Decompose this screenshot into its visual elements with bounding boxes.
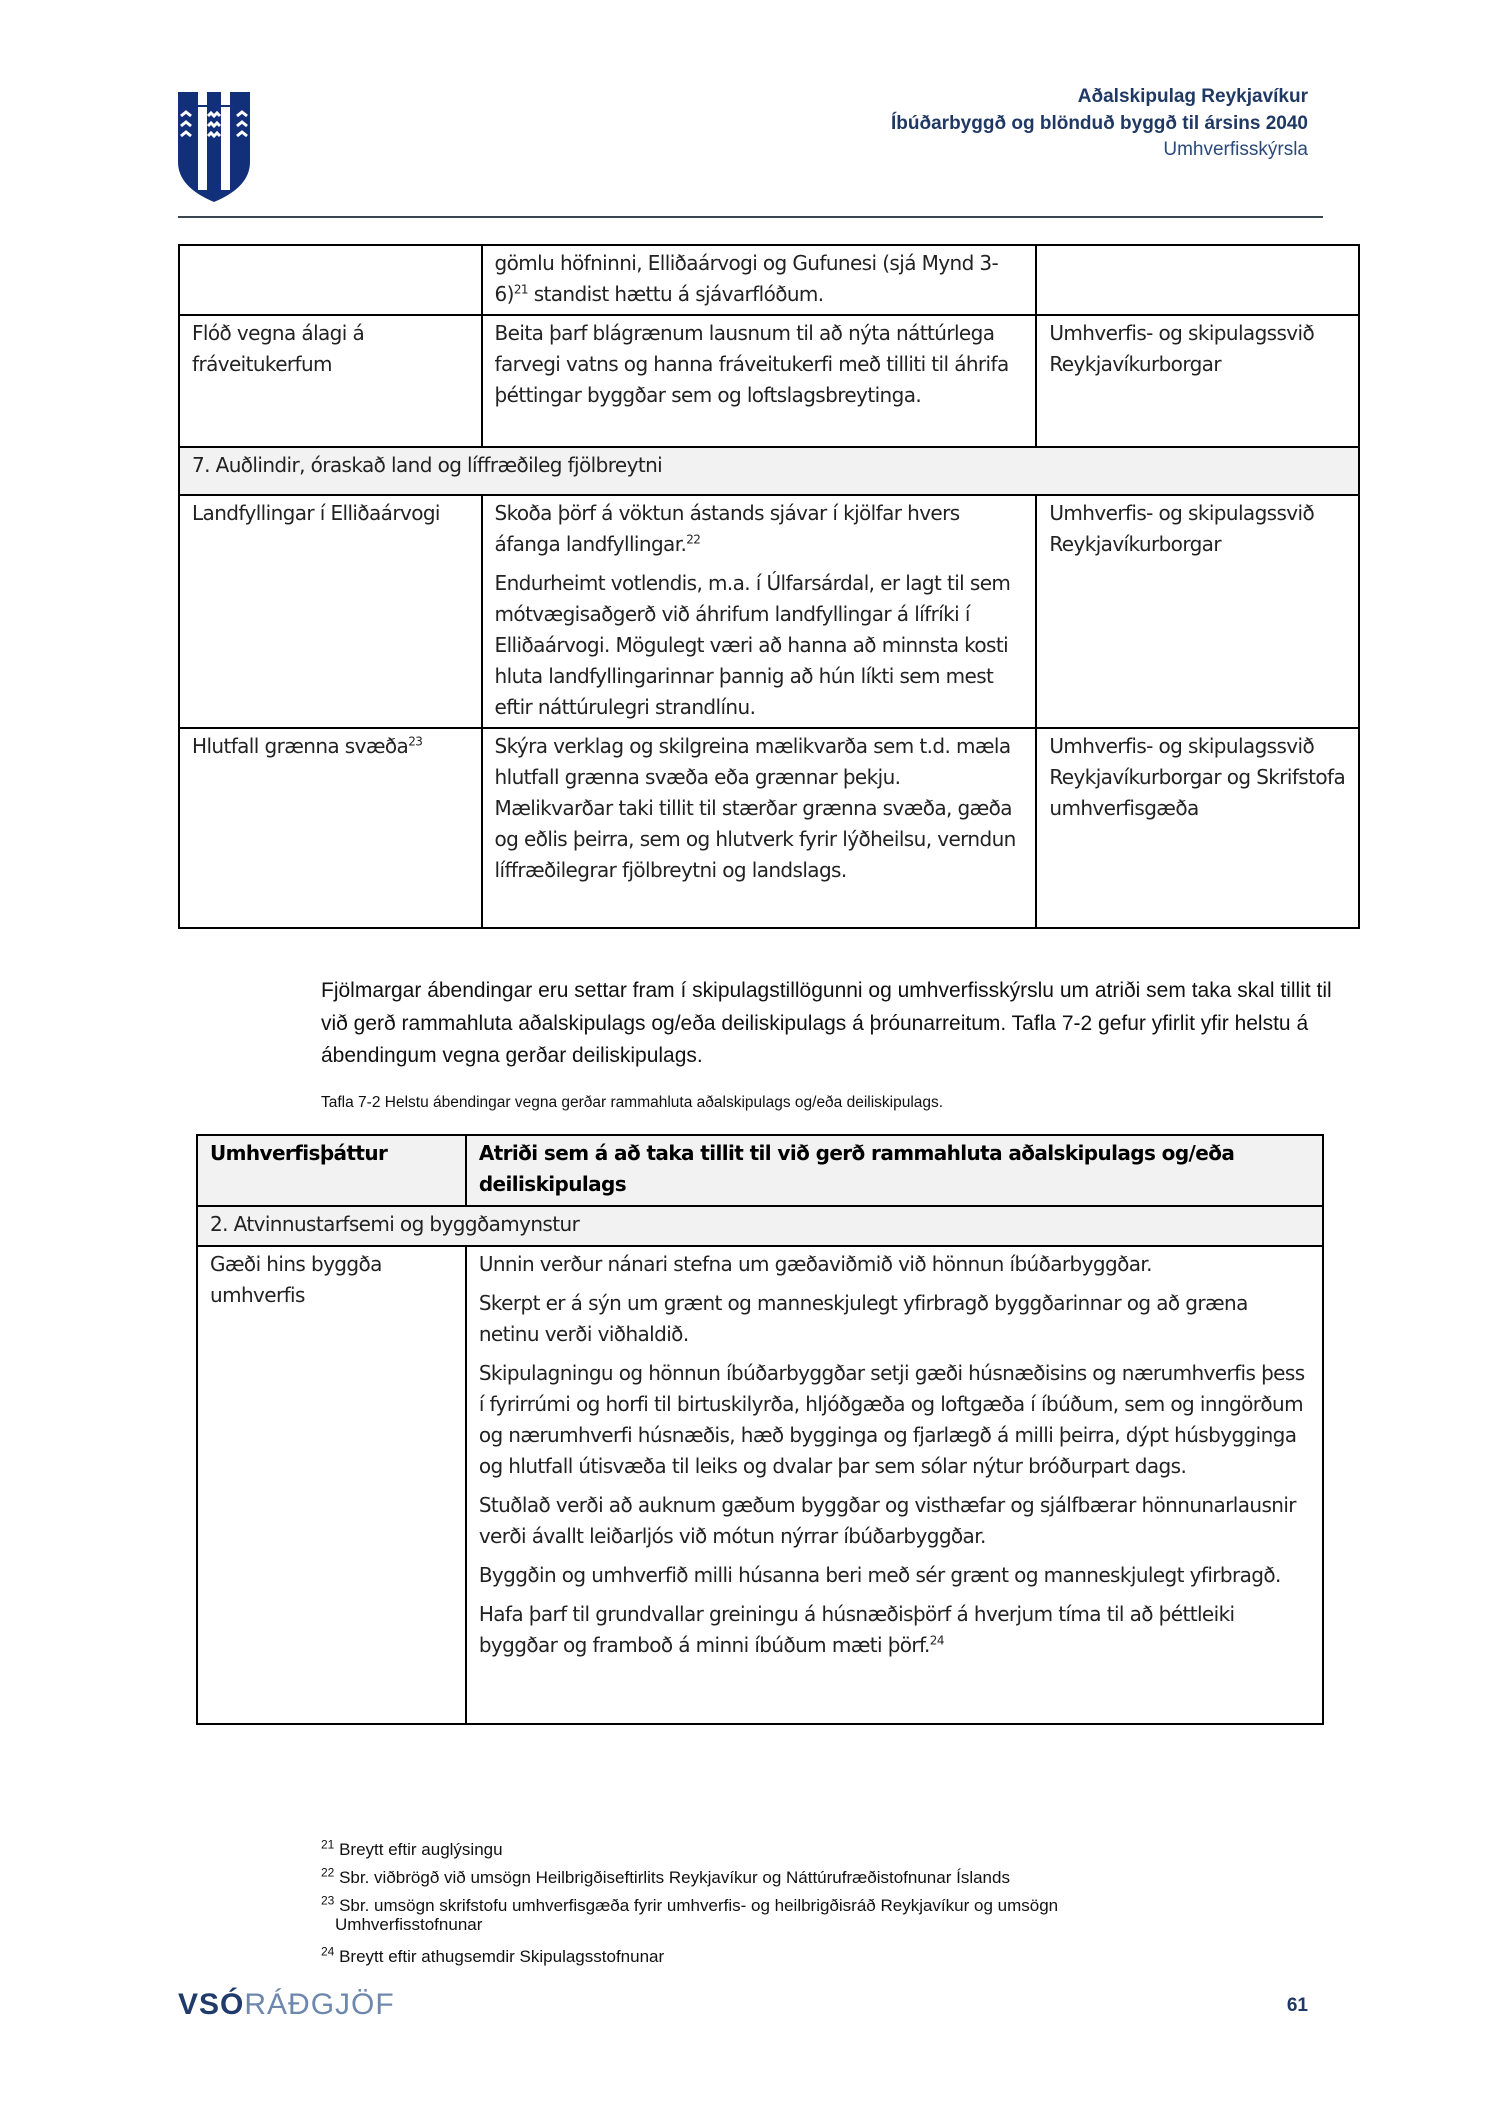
table-caption: Tafla 7-2 Helstu ábendingar vegna gerðar rammahluta aðalskipulags og/eða deiliskipulags. (321, 1094, 944, 1111)
recommendations-table (196, 1134, 1324, 1725)
section-heading: 2. Atvinnustarfsemi og byggðamynstur (197, 1206, 1323, 1246)
cell-paragraph: Skoða þörf á vöktun ástands sjávar í kjölfar hvers áfanga landfyllingar.$^{22}$ (494, 501, 960, 556)
cell-paragraph: Skerpt er á sýn um grænt og manneskjulegt yfirbragð byggðarinnar og að græna netinu verði viðhaldið. (478, 1291, 1248, 1346)
table-row (179, 495, 1359, 728)
table-cell: gömlu höfninni, Elliðaárvogi og Gufunesi (sjá Mynd 3-6)$^{21}$ standist hættu á sjávarflóðum. (482, 245, 1037, 315)
table-header-row (197, 1135, 1323, 1206)
column-header: Umhverfisþáttur (197, 1135, 466, 1206)
document-title: Aðalskipulag Reykjavíkur (1077, 86, 1308, 107)
table-cell (482, 495, 1037, 728)
table-row (197, 1246, 1323, 1724)
table-cell: Flóð vegna álagi á fráveitukerfum (179, 315, 482, 447)
vso-radgjof-logo: VSÓRÁÐGJÖF (178, 1988, 395, 2021)
document-type: Umhverfisskýrsla (1163, 139, 1308, 160)
table-row (179, 728, 1359, 928)
reykjavik-coat-of-arms-icon (178, 92, 250, 202)
table-cell: Gæði hins byggða umhverfis (197, 1246, 466, 1724)
column-header: Atriði sem á að taka tillit til við gerð rammahluta aðalskipulags og/eða deiliskipulags (466, 1135, 1323, 1206)
footnote-ref[interactable]: 23 (408, 734, 423, 749)
footnote: $^{23}$ Sbr. umsögn skrifstofu umhverfisgæða fyrir umhverfis- og heilbrigðisráð Reykjavíkur og umsögn Umhverfisstofnunar (321, 1893, 1059, 1934)
cell-paragraph: Endurheimt votlendis, m.a. í Úlfarsárdal, er lagt til sem mótvægisaðgerð við áhrifum landfyllingar á lífríki í Elliðaárvogi. Mögulegt væri að hanna að minnsta kosti hluta landfyllingarinnar þannig að hún líkti sem mest eftir náttúrulegri strandlínu. (494, 571, 1011, 719)
cell-paragraph: Unnin verður nánari stefna um gæðaviðmið við hönnun íbúðarbyggðar. (478, 1252, 1152, 1276)
cell-paragraph: Skipulagningu og hönnun íbúðarbyggðar setji gæði húsnæðisins og nærumhverfis þess í fyrirrúmi og horfi til birtuskilyrða, hljóðgæða og loftgæða í íbúðum, sem og inngörðum og nærumhverfi húsnæðis, hæð bygginga og fjarlægð á milli þeirra, dýpt húsbygginga og hlutfall útisvæða til leiks og dvalar þar sem sólar nýtur bróðurpart dags. (478, 1361, 1305, 1478)
section-row (179, 447, 1359, 495)
table-cell: Umhverfis- og skipulagssvið Reykjavíkurborgar (1036, 315, 1359, 447)
cell-paragraph: Byggðin og umhverfið milli húsanna beri með sér grænt og manneskjulegt yfirbragð. (478, 1563, 1281, 1587)
table-cell: Landfyllingar í Elliðaárvogi (179, 495, 482, 728)
table-cell: Skýra verklag og skilgreina mælikvarða sem t.d. mæla hlutfall grænna svæða eða grænnar þekju. Mælikvarðar taki tillit til stærðar grænna svæða, gæða og eðlis þeirra, sem og hlutverk fyrir lýðheilsu, verndun líffræðilegrar fjölbreytni og landslags. (482, 728, 1037, 928)
footnote: $^{21}$ Breytt eftir auglýsingu (321, 1837, 503, 1859)
footnote-ref[interactable]: 24 (929, 1633, 944, 1648)
section-row (197, 1206, 1323, 1246)
header-divider (178, 216, 1323, 218)
table-cell (1036, 245, 1359, 315)
cell-paragraph: Hafa þarf til grundvallar greiningu á húsnæðisþörf á hverjum tíma til að þéttleiki byggðar og framboð á minni íbúðum mæti þörf.$^{24}$ (478, 1602, 1235, 1657)
footnote: $^{24}$ Breytt eftir athugsemdir Skipulagsstofnunar (321, 1944, 665, 1966)
footnote-ref[interactable]: 21 (513, 282, 528, 297)
table-cell: Beita þarf blágrænum lausnum til að nýta náttúrlega farvegi vatns og hanna fráveitukerfi með tilliti til áhrifa þéttingar byggðar sem og loftslagsbreytinga. (482, 315, 1037, 447)
table-cell (179, 245, 482, 315)
table-row (179, 315, 1359, 447)
document-subtitle: Íbúðarbyggð og blönduð byggð til ársins 2040 (891, 113, 1308, 134)
body-paragraph: Fjölmargar ábendingar eru settar fram í skipulagstillögunni og umhverfisskýrslu um atriði sem taka skal tillit til við gerð rammahluta aðalskipulags og/eða deiliskipulags á þróunarreitum. Tafla 7-2 gefur yfirlit yfir helstu á ábendingum vegna gerðar deiliskipulags. (321, 979, 1332, 1067)
cell-paragraph: Stuðlað verði að auknum gæðum byggðar og visthæfar og sjálfbærar hönnunarlausnir verði ávallt leiðarljós við mótun nýrrar íbúðarbyggðar. (478, 1493, 1296, 1548)
table-row (179, 245, 1359, 315)
footnote: $^{22}$ Sbr. viðbrögð við umsögn Heilbrigðiseftirlits Reykjavíkur og Náttúrufræðistofnunar Íslands (321, 1865, 1010, 1887)
section-heading: 7. Auðlindir, óraskað land og líffræðileg fjölbreytni (179, 447, 1359, 495)
table-cell: Hlutfall grænna svæða$^{23}$ (179, 728, 482, 928)
table-cell (466, 1246, 1323, 1724)
table-cell: Umhverfis- og skipulagssvið Reykjavíkurborgar og Skrifstofa umhverfisgæða (1036, 728, 1359, 928)
table-cell: Umhverfis- og skipulagssvið Reykjavíkurborgar (1036, 495, 1359, 728)
measures-table-continued (178, 244, 1360, 929)
footnote-ref[interactable]: 22 (686, 532, 701, 547)
page-number: 61 (1286, 1995, 1308, 2016)
